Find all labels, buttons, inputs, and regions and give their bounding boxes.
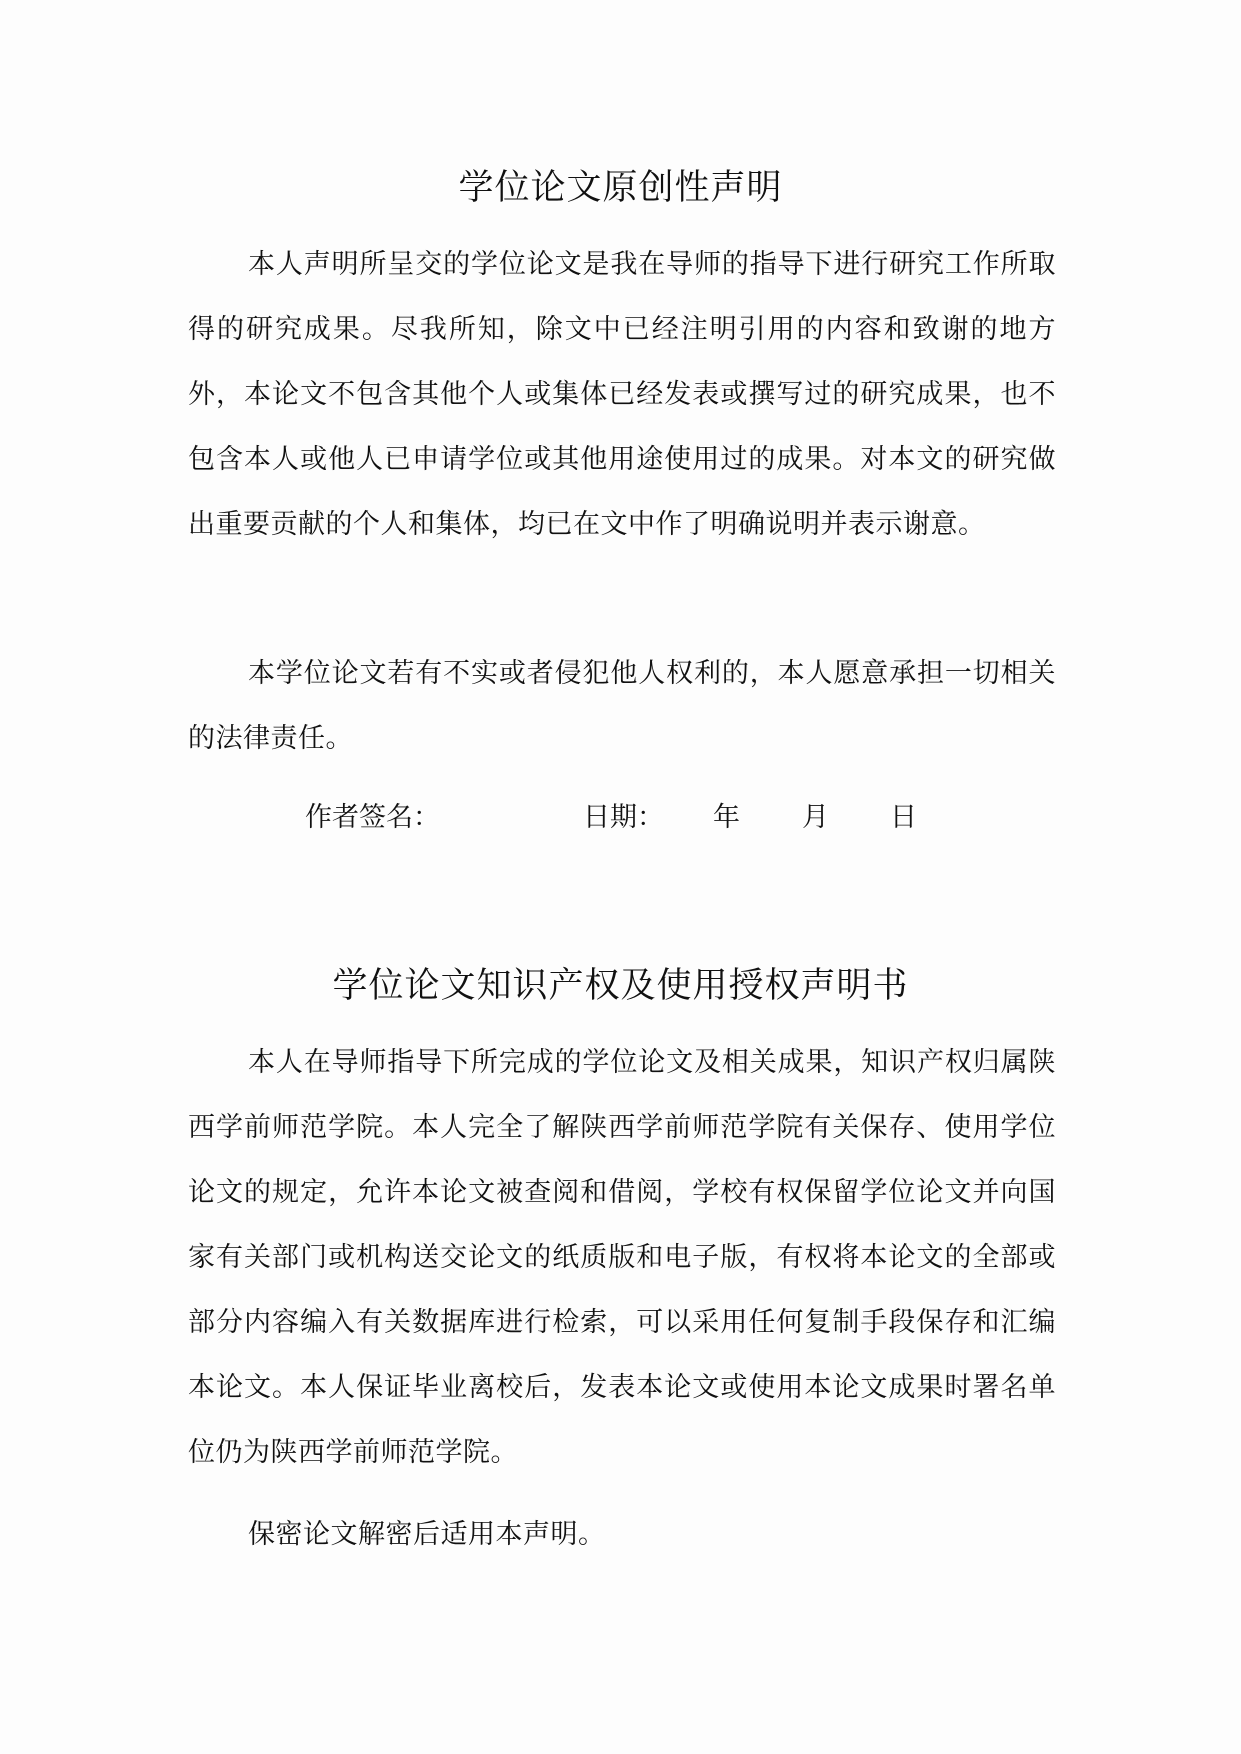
- year-label: 年: [713, 802, 740, 833]
- signature-date-row: [305, 795, 945, 835]
- month-label: 月: [802, 802, 829, 833]
- legal-responsibility-paragraph: 本学位论文若有不实或者侵犯他人权利的，本人愿意承担一切相关的法律责任。: [188, 658, 1056, 754]
- ip-authorization-body: 本人在导师指导下所完成的学位论文及相关成果，知识产权归属陕西学前师范学院。本人完全了解陕西学前师范学院有关保存、使用学位论文的规定，允许本论文被查阅和借阅，学校有权保留学位论文并向国家有关部门或机构送交论文的纸质版和电子版，有权将本论文的全部或部分内容编入有关数据库进行检索，可以采用任何复制手段保存和汇编本论文。本人保证毕业离校后，发表本论文或使用本论文成果时署名单位仍为陕西学前师范学院。: [188, 1047, 1056, 1468]
- author-signature-label: 作者签名：: [305, 802, 440, 833]
- ip-authorization-title: 学位论文知识产权及使用授权声明书: [332, 966, 909, 1006]
- confidential-thesis-note: 保密论文解密后适用本声明。: [248, 1519, 606, 1550]
- day-label: 日: [890, 802, 917, 833]
- date-label: 日期：: [583, 802, 664, 833]
- originality-statement-body: 本人声明所呈交的学位论文是我在导师的指导下进行研究工作所取得的研究成果。尽我所知，除文中已经注明引用的内容和致谢的地方外，本论文不包含其他个人或集体已经发表或撰写过的研究成果，也不包含本人或他人已申请学位或其他用途使用过的成果。对本文的研究做出重要贡献的个人和集体，均已在文中作了明确说明并表示谢意。: [188, 249, 1056, 540]
- originality-statement-title: 学位论文原创性声明: [458, 168, 783, 208]
